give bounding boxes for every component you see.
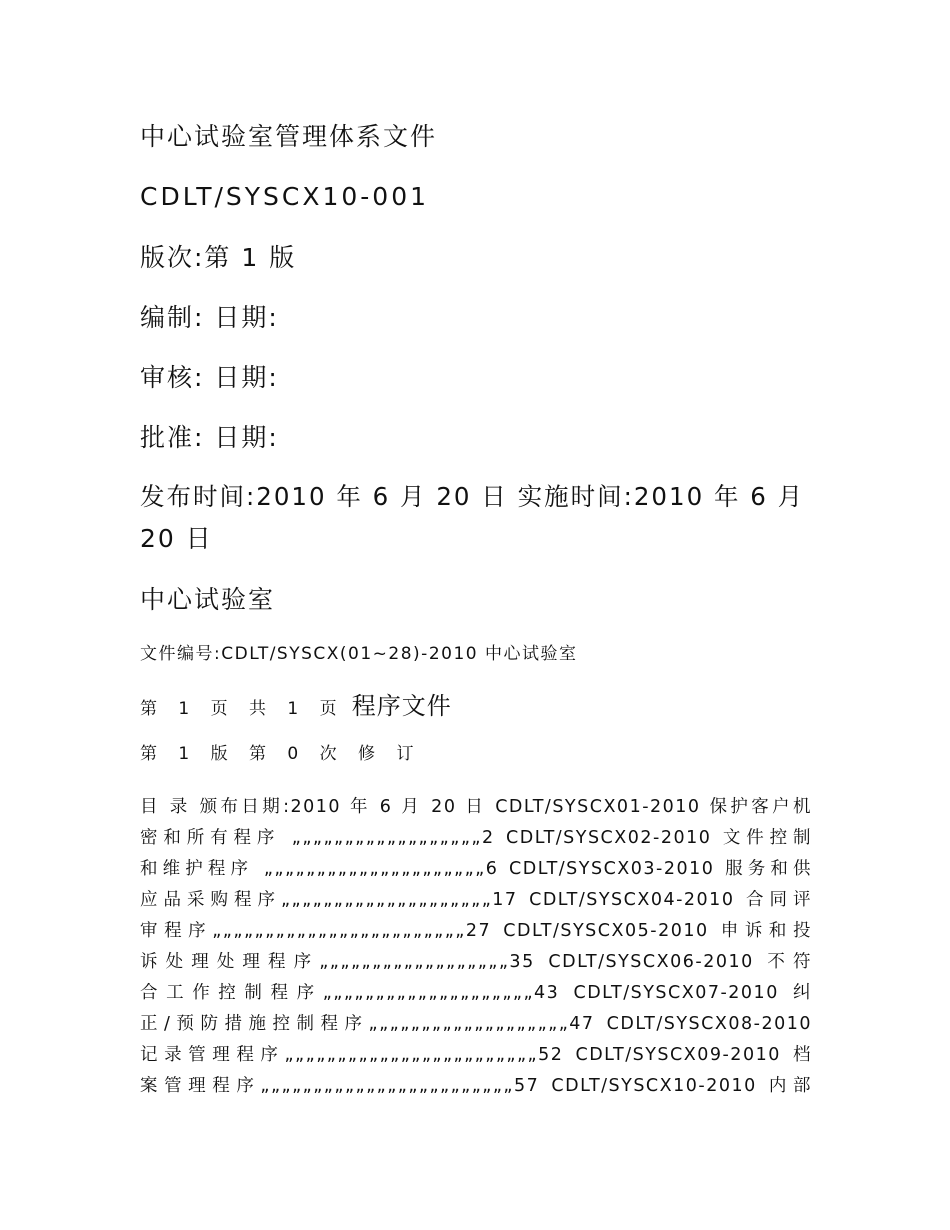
document-code: CDLT/SYSCX10-001 <box>140 182 430 211</box>
toc-line: 正/预防措施控制程序„„„„„„„„„„„„„„„„„„„47 CDLT/SYSCX08-2010 <box>140 1014 812 1034</box>
toc-line: 记录管理程序„„„„„„„„„„„„„„„„„„„„„„„„52 CDLT/SYSCX09-2010 档 <box>140 1045 812 1065</box>
approved-by-line: 批准: 日期: <box>140 423 279 452</box>
toc-line: 目 录 颁布日期:2010 年 6 月 20 日 CDLT/SYSCX01-2010 保护客户机 <box>140 797 812 817</box>
dates-line-continued: 20 日 <box>140 524 213 553</box>
document-title: 中心试验室管理体系文件 <box>140 122 438 151</box>
document-type: 程序文件 <box>351 692 452 720</box>
compiled-by-line: 编制: 日期: <box>140 303 279 332</box>
dates-line: 发布时间:2010 年 6 月 20 日 实施时间:2010 年 6 月 <box>140 482 805 511</box>
toc-line: 合工作控制程序„„„„„„„„„„„„„„„„„„„„43 CDLT/SYSCX07-2010 纠 <box>140 983 812 1003</box>
file-number: 文件编号:CDLT/SYSCX(01~28)-2010 中心试验室 <box>140 644 578 664</box>
page-count: 第 1 页 共 1 页 <box>140 699 345 719</box>
revision-line: 第 1 版 第 0 次 修 订 <box>140 744 422 764</box>
reviewed-by-line: 审核: 日期: <box>140 363 279 392</box>
page-info-row <box>140 686 452 721</box>
organization-name: 中心试验室 <box>140 585 276 614</box>
toc-line: 应品采购程序„„„„„„„„„„„„„„„„„„„„17 CDLT/SYSCX04-2010 合同评 <box>140 890 812 910</box>
table-of-contents <box>140 792 812 1102</box>
toc-line: 诉处理处理程序„„„„„„„„„„„„„„„„„„35 CDLT/SYSCX06-2010 不符 <box>140 952 812 972</box>
toc-line: 和维护程序 „„„„„„„„„„„„„„„„„„„„„6 CDLT/SYSCX03-2010 服务和供 <box>140 859 812 879</box>
edition-line: 版次:第 1 版 <box>140 243 297 272</box>
toc-line: 案管理程序„„„„„„„„„„„„„„„„„„„„„„„„57 CDLT/SYSCX10-2010 内部 <box>140 1076 812 1096</box>
toc-line: 审程序„„„„„„„„„„„„„„„„„„„„„„„„27 CDLT/SYSCX05-2010 申诉和投 <box>140 921 812 941</box>
toc-line: 密和所有程序 „„„„„„„„„„„„„„„„„„2 CDLT/SYSCX02-2010 文件控制 <box>140 828 812 848</box>
